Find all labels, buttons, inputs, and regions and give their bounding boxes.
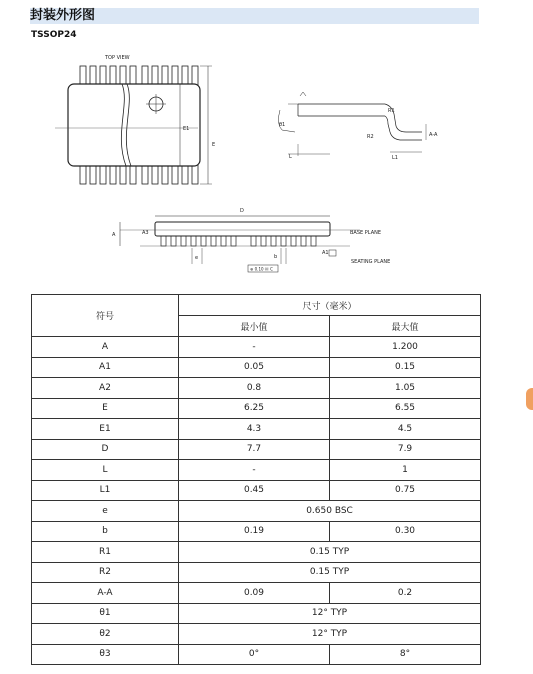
- dim-theta1-label: θ1: [279, 122, 286, 128]
- symbol-cell: θ3: [32, 644, 179, 665]
- table-row: [32, 542, 481, 563]
- dim-aa-label: A-A: [429, 132, 438, 138]
- table-row: [32, 398, 481, 419]
- top-view-top-pins: [80, 66, 198, 86]
- symbol-cell: L1: [32, 480, 179, 501]
- package-drawing-svg: [30, 44, 479, 294]
- min-cell: 6.25: [179, 398, 330, 419]
- symbol-cell: R2: [32, 562, 179, 583]
- dim-r2-label: R2: [367, 134, 374, 140]
- section-title-bar: [30, 8, 479, 24]
- value-cell: 0.15 TYP: [179, 562, 481, 583]
- max-cell: 8°: [330, 644, 481, 665]
- table-row: [32, 419, 481, 440]
- seating-plane-label: SEATING PLANE: [351, 259, 391, 265]
- tolerance-frame: ⊕ 0.10 ⓜ C: [250, 266, 273, 272]
- symbol-cell: R1: [32, 542, 179, 563]
- symbol-cell: A-A: [32, 583, 179, 604]
- value-cell: 12° TYP: [179, 603, 481, 624]
- dim-e1-label: E1: [183, 126, 190, 132]
- symbol-cell: e: [32, 501, 179, 522]
- value-cell: 0.650 BSC: [179, 501, 481, 522]
- table-row: [32, 501, 481, 522]
- top-view-label: TOP VIEW: [105, 55, 130, 61]
- symbol-cell: D: [32, 439, 179, 460]
- max-cell: 0.15: [330, 357, 481, 378]
- top-view-bottom-pins: [80, 164, 198, 184]
- dim-b-label: b: [274, 254, 278, 260]
- min-cell: -: [179, 337, 330, 358]
- min-cell: 0.45: [179, 480, 330, 501]
- min-header: 最小值: [179, 316, 330, 337]
- symbol-cell: A2: [32, 378, 179, 399]
- min-cell: 0°: [179, 644, 330, 665]
- table-row: [32, 357, 481, 378]
- symbol-cell: b: [32, 521, 179, 542]
- dim-a1-label: A1: [322, 250, 329, 256]
- package-name: TSSOP24: [31, 30, 77, 40]
- table-row: [32, 460, 481, 481]
- min-cell: -: [179, 460, 330, 481]
- table-row: [32, 624, 481, 645]
- side-edge-mark: [526, 388, 533, 410]
- front-view-body: [155, 222, 330, 236]
- dim-l-label: L: [289, 154, 292, 160]
- value-cell: 12° TYP: [179, 624, 481, 645]
- max-cell: 0.75: [330, 480, 481, 501]
- dim-l1-label: L1: [392, 155, 398, 161]
- symbol-cell: θ2: [32, 624, 179, 645]
- package-outline-drawing: [30, 44, 479, 294]
- min-cell: 4.3: [179, 419, 330, 440]
- table-row: [32, 603, 481, 624]
- dim-e-label: E: [212, 142, 216, 148]
- base-plane-label: BASE PLANE: [350, 230, 382, 236]
- table-header-row: [32, 295, 481, 316]
- table-row: [32, 480, 481, 501]
- section-title: 封装外形图: [30, 8, 96, 23]
- dim-r1-label: R1: [388, 108, 395, 114]
- table-row: [32, 644, 481, 665]
- symbol-header: 符号: [32, 295, 179, 337]
- size-header: 尺寸（毫米）: [179, 295, 481, 316]
- dim-a3-label: A3: [142, 230, 149, 236]
- table-row: [32, 337, 481, 358]
- max-header: 最大值: [330, 316, 481, 337]
- min-cell: 0.09: [179, 583, 330, 604]
- min-cell: 0.19: [179, 521, 330, 542]
- table-row: [32, 583, 481, 604]
- dim-a-label: A: [112, 232, 116, 238]
- max-cell: 1.200: [330, 337, 481, 358]
- value-cell: 0.15 TYP: [179, 542, 481, 563]
- max-cell: 1: [330, 460, 481, 481]
- symbol-cell: E1: [32, 419, 179, 440]
- table-row: [32, 521, 481, 542]
- min-cell: 0.8: [179, 378, 330, 399]
- max-cell: 0.30: [330, 521, 481, 542]
- front-view-leads: [161, 236, 316, 246]
- table-row: [32, 562, 481, 583]
- table-row: [32, 439, 481, 460]
- lead-detail: [278, 92, 426, 156]
- min-cell: 0.05: [179, 357, 330, 378]
- dim-d-label: D: [240, 208, 244, 214]
- symbol-cell: θ1: [32, 603, 179, 624]
- table-row: [32, 378, 481, 399]
- symbol-cell: L: [32, 460, 179, 481]
- max-cell: 1.05: [330, 378, 481, 399]
- symbol-cell: A1: [32, 357, 179, 378]
- symbol-cell: A: [32, 337, 179, 358]
- min-cell: 7.7: [179, 439, 330, 460]
- max-cell: 0.2: [330, 583, 481, 604]
- dim-e-pitch-label: e: [195, 255, 199, 261]
- max-cell: 7.9: [330, 439, 481, 460]
- dimension-table: [31, 294, 481, 665]
- max-cell: 4.5: [330, 419, 481, 440]
- symbol-cell: E: [32, 398, 179, 419]
- max-cell: 6.55: [330, 398, 481, 419]
